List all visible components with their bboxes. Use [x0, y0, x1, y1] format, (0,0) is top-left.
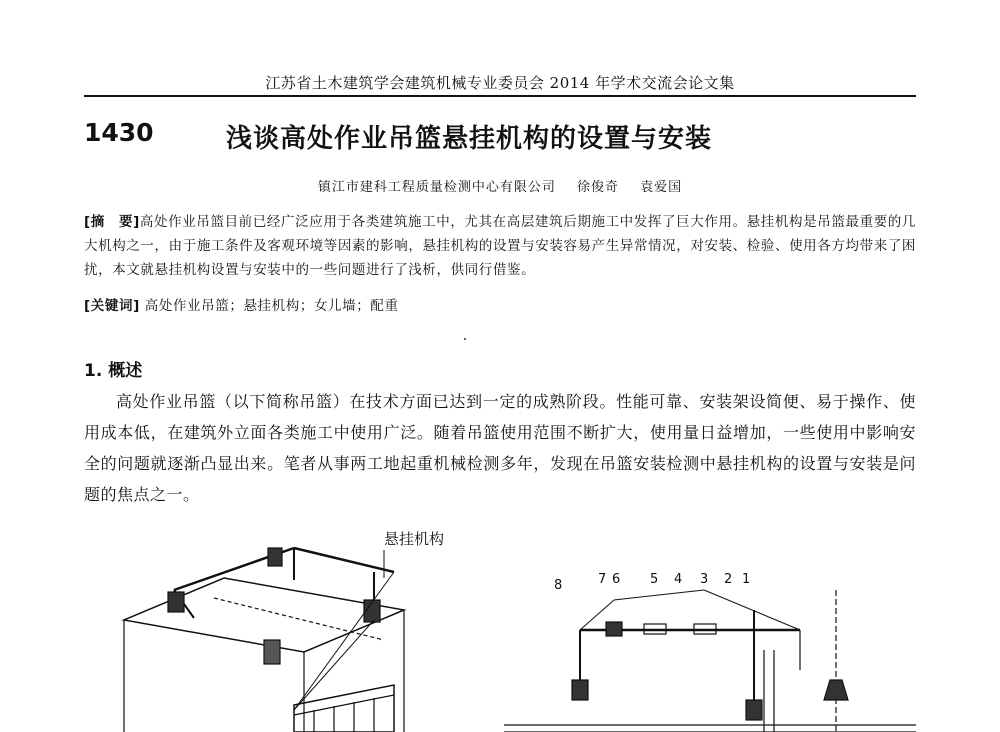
- figure: [84, 520, 916, 732]
- paper-title: 浅谈高处作业吊篮悬挂机构的设置与安装: [226, 124, 713, 154]
- figure-drawings: [84, 520, 916, 732]
- elevation-drawing: [504, 590, 916, 732]
- keywords: [84, 294, 916, 314]
- stray-dot: [464, 338, 466, 340]
- callout-number: 8: [554, 578, 563, 593]
- callout-number: 4: [674, 572, 683, 587]
- keywords-text: 高处作业吊篮；悬挂机构；女儿墙；配重: [144, 298, 399, 314]
- author-line: [84, 176, 916, 195]
- abstract-label: [摘 要]: [84, 214, 140, 230]
- keywords-label: [关键词]: [84, 298, 140, 314]
- abstract-text: 高处作业吊篮目前已经广泛应用于各类建筑施工中，尤其在高层建筑后期施工中发挥了巨大作用。悬挂机构是吊篮最重要的几大机构之一，由于施工条件及客观环境等因素的影响，悬挂机构的设置与安装容易产生异常情况，对安装、检验、使用各方均带来了困扰，本文就悬挂机构设置与安装中的一些问题进行了浅析，供同行借鉴。: [84, 214, 917, 278]
- journal-header: 江苏省土木建筑学会建筑机械专业委员会 2014 年学术交流会论文集: [265, 74, 735, 92]
- figure-label: 悬挂机构: [384, 530, 445, 548]
- author-2: 袁爱国: [640, 180, 683, 195]
- title-row: [84, 118, 916, 158]
- author-1: 徐俊奇: [576, 180, 619, 195]
- affiliation: 镇江市建科工程质量检测中心有限公司: [317, 180, 556, 195]
- section-heading: 1. 概述: [84, 361, 143, 381]
- paper-number: 1430: [84, 118, 154, 147]
- isometric-drawing: [124, 548, 404, 732]
- callout-number: 1: [742, 572, 751, 587]
- header-rule: [84, 95, 916, 97]
- callout-number: 6: [612, 572, 621, 587]
- callout-number: 3: [700, 572, 709, 587]
- callout-number: 7: [598, 572, 607, 587]
- callout-number: 5: [650, 572, 659, 587]
- section-paragraph: 高处作业吊篮（以下简称吊篮）在技术方面已达到一定的成熟阶段。性能可靠、安装架设简便、易于操作、使用成本低，在建筑外立面各类施工中使用广泛。随着吊篮使用范围不断扩大，使用量日益增加，一些使用中影响安全的问题就逐渐凸显出来。笔者从事两工地起重机械检测多年，发现在吊篮安装检测中悬挂机构的设置与安装是问题的焦点之一。: [84, 392, 916, 504]
- abstract: [84, 210, 916, 282]
- callout-number: 2: [724, 572, 733, 587]
- section-body: [84, 386, 916, 510]
